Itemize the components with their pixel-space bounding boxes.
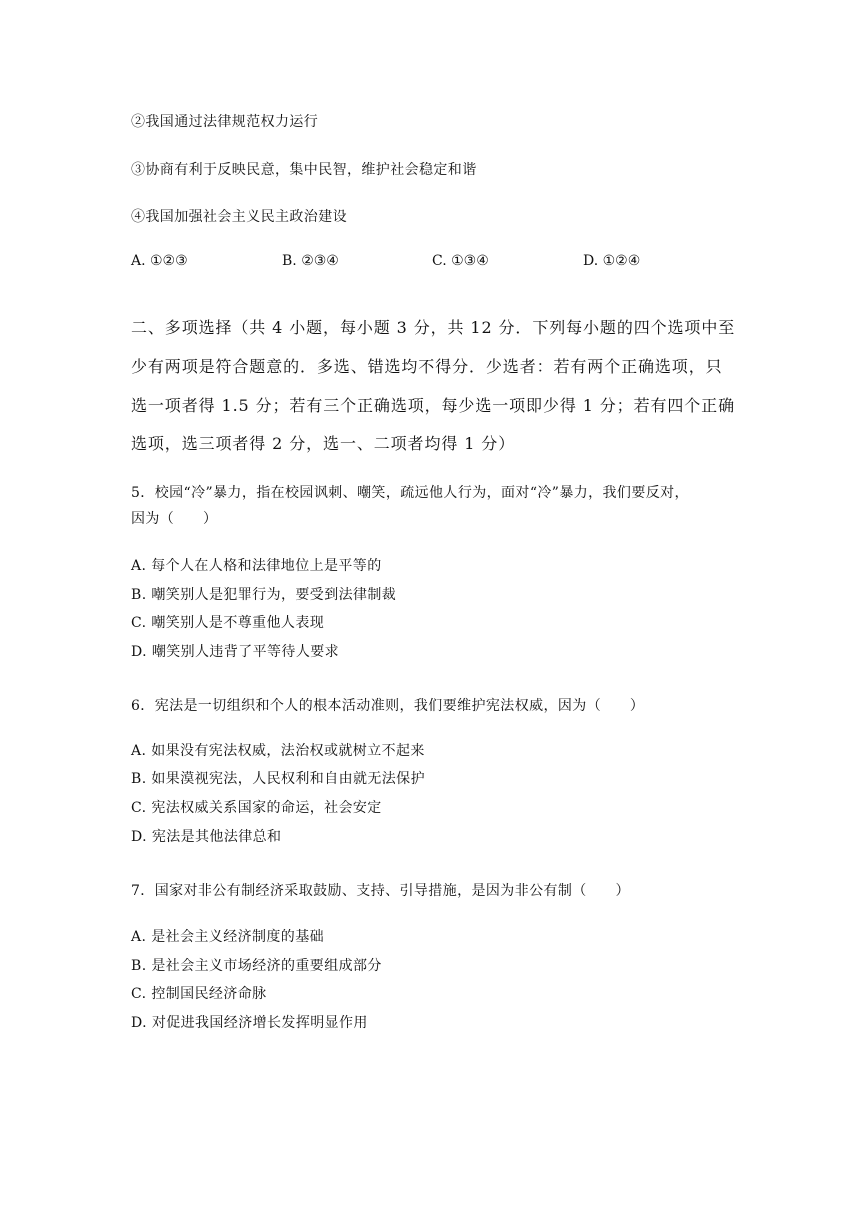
question-6-option-d: D. 宪法是其他法律总和 <box>131 829 282 845</box>
q4-option-c: C. ①③④ <box>432 253 489 269</box>
question-7-stem: 7．国家对非公有制经济采取鼓励、支持、引导措施，是因为非公有制（ ） <box>131 883 630 899</box>
question-6-option-c: C. 宪法权威关系国家的命运，社会安定 <box>131 800 382 816</box>
statement-3: ③协商有利于反映民意，集中民智，维护社会稳定和谐 <box>131 162 477 178</box>
question-7-option-c: C. 控制国民经济命脉 <box>131 986 267 1002</box>
question-5-option-c: C. 嘲笑别人是不尊重他人表现 <box>131 615 325 631</box>
question-6-option-a: A. 如果没有宪法权威，法治权或就树立不起来 <box>131 743 425 759</box>
question-7-option-b: B. 是社会主义市场经济的重要组成部分 <box>131 958 382 974</box>
statement-2: ②我国通过法律规范权力运行 <box>131 114 319 130</box>
question-6-stem: 6．宪法是一切组织和个人的根本活动准则，我们要维护宪法权威，因为（ ） <box>131 698 645 714</box>
question-5-option-b: B. 嘲笑别人是犯罪行为，要受到法律制裁 <box>131 587 397 603</box>
question-5-stem: 5．校园“冷”暴力，指在校园讽刺、嘲笑，疏远他人行为，面对“冷”暴力，我们要反对， <box>131 485 689 501</box>
section-2-line: 二、多项选择（共 4 小题，每小题 3 分，共 12 分．下列每小题的四个选项中至 <box>131 318 736 337</box>
question-6-option-b: B. 如果漠视宪法，人民权利和自由就无法保护 <box>131 771 425 787</box>
question-5-option-a: A. 每个人在人格和法律地位上是平等的 <box>131 558 382 574</box>
section-2-line: 选一项者得 1.5 分；若有三个正确选项，每少选一项即少得 1 分；若有四个正确 <box>131 396 735 415</box>
q4-option-d: D. ①②④ <box>583 253 641 269</box>
question-7-option-d: D. 对促进我国经济增长发挥明显作用 <box>131 1015 368 1031</box>
statement-4: ④我国加强社会主义民主政治建设 <box>131 209 347 225</box>
q4-option-a: A. ①②③ <box>131 253 188 269</box>
q4-option-b: B. ②③④ <box>282 253 339 269</box>
question-7-option-a: A. 是社会主义经济制度的基础 <box>131 929 325 945</box>
question-5-stem: 因为（ ） <box>131 511 218 527</box>
section-2-line: 选项，选三项者得 2 分，选一、二项者均得 1 分） <box>131 434 516 453</box>
question-5-option-d: D. 嘲笑别人违背了平等待人要求 <box>131 644 340 660</box>
section-2-line: 少有两项是符合题意的．多选、错选均不得分．少选者：若有两个正确选项，只 <box>131 357 723 376</box>
